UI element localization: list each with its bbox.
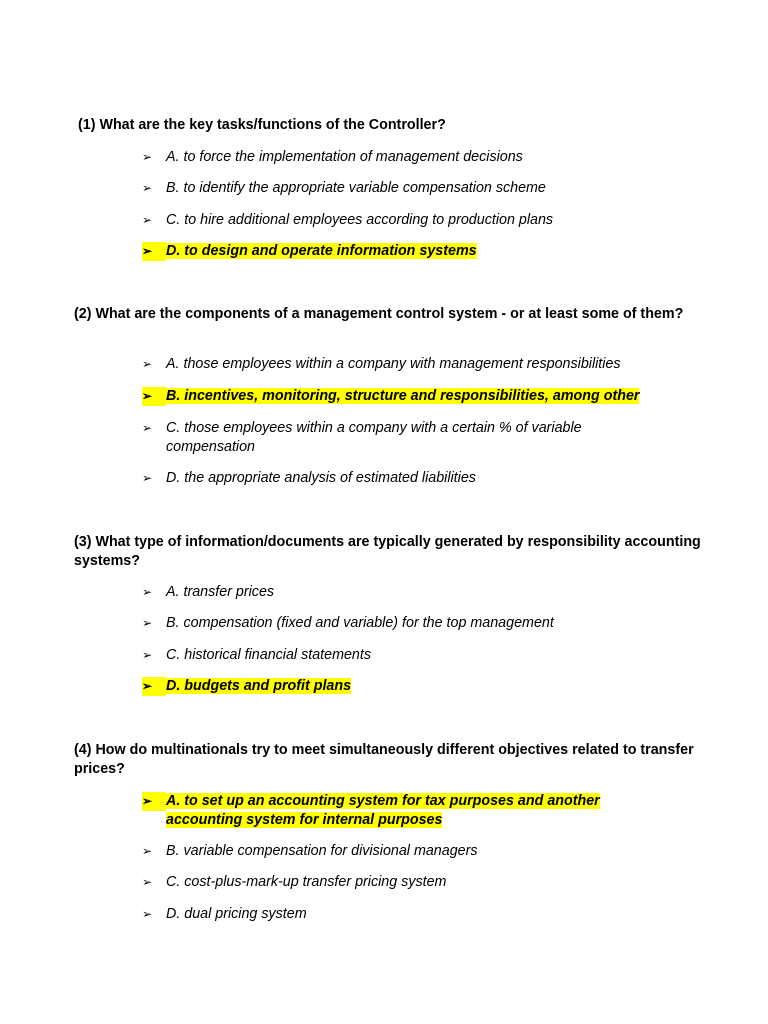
- arrow-bullet-icon: ➢: [142, 677, 166, 696]
- question-1-option-d-correct: [142, 242, 702, 261]
- arrow-bullet-icon: ➢: [142, 792, 166, 811]
- option-text: B. variable compensation for divisional managers: [166, 843, 478, 859]
- question-3-option-a: [142, 583, 702, 602]
- question-4-option-b: [142, 842, 702, 861]
- question-3: (3) What type of information/documents are typically generated by responsibility accounting systems?: [74, 534, 701, 569]
- arrow-bullet-icon: ➢: [142, 471, 153, 485]
- arrow-bullet-icon: ➢: [142, 616, 153, 630]
- arrow-bullet-icon: ➢: [142, 150, 153, 164]
- question-2-option-c: [142, 419, 642, 457]
- correct-answer-highlight: D. budgets and profit plans: [166, 678, 352, 694]
- option-text: A. transfer prices: [166, 584, 275, 600]
- arrow-bullet-icon: ➢: [142, 585, 153, 599]
- arrow-bullet-icon: ➢: [142, 242, 166, 261]
- question-1: (1) What are the key tasks/functions of the Controller?: [78, 117, 446, 133]
- question-4: (4) How do multinationals try to meet simultaneously different objectives related to transfer prices?: [74, 742, 694, 777]
- option-text: D. dual pricing system: [166, 906, 307, 922]
- arrow-bullet-icon: ➢: [142, 421, 153, 435]
- question-1-option-c: [142, 211, 702, 230]
- option-text: B. compensation (fixed and variable) for the top management: [166, 615, 554, 631]
- option-text: D. the appropriate analysis of estimated liabilities: [166, 470, 476, 486]
- question-4-option-c: [142, 873, 702, 892]
- correct-answer-highlight: D. to design and operate information systems: [166, 243, 477, 259]
- arrow-bullet-icon: ➢: [142, 357, 153, 371]
- question-1-option-a: [142, 148, 702, 167]
- option-text: C. to hire additional employees according to production plans: [166, 212, 554, 228]
- arrow-bullet-icon: ➢: [142, 213, 153, 227]
- option-text: B. to identify the appropriate variable compensation scheme: [166, 180, 546, 196]
- question-4-option-d: [142, 905, 702, 924]
- option-text: A. to force the implementation of management decisions: [166, 149, 523, 165]
- question-2: (2) What are the components of a management control system - or at least some of them?: [74, 306, 684, 322]
- correct-answer-highlight: B. incentives, monitoring, structure and responsibilities, among other: [166, 388, 640, 404]
- arrow-bullet-icon: ➢: [142, 875, 153, 889]
- option-text: C. cost-plus-mark-up transfer pricing system: [166, 874, 447, 890]
- option-text: A. those employees within a company with management responsibilities: [166, 356, 621, 372]
- question-3-option-d-correct: [142, 677, 702, 696]
- correct-answer-highlight: A. to set up an accounting system for tax purposes and another accounting system for internal purposes: [166, 793, 600, 828]
- option-text: C. those employees within a company with a certain % of variable compensation: [166, 420, 582, 455]
- question-2-option-d: [142, 469, 702, 488]
- question-2-option-b-correct: [142, 387, 702, 406]
- question-1-option-b: [142, 179, 702, 198]
- arrow-bullet-icon: ➢: [142, 648, 153, 662]
- arrow-bullet-icon: ➢: [142, 844, 153, 858]
- arrow-bullet-icon: ➢: [142, 181, 153, 195]
- question-3-option-b: [142, 614, 702, 633]
- arrow-bullet-icon: ➢: [142, 387, 166, 406]
- option-text: C. historical financial statements: [166, 647, 372, 663]
- question-2-option-a: [142, 355, 702, 374]
- question-4-option-a-correct: [142, 792, 662, 830]
- question-3-option-c: [142, 646, 702, 665]
- arrow-bullet-icon: ➢: [142, 907, 153, 921]
